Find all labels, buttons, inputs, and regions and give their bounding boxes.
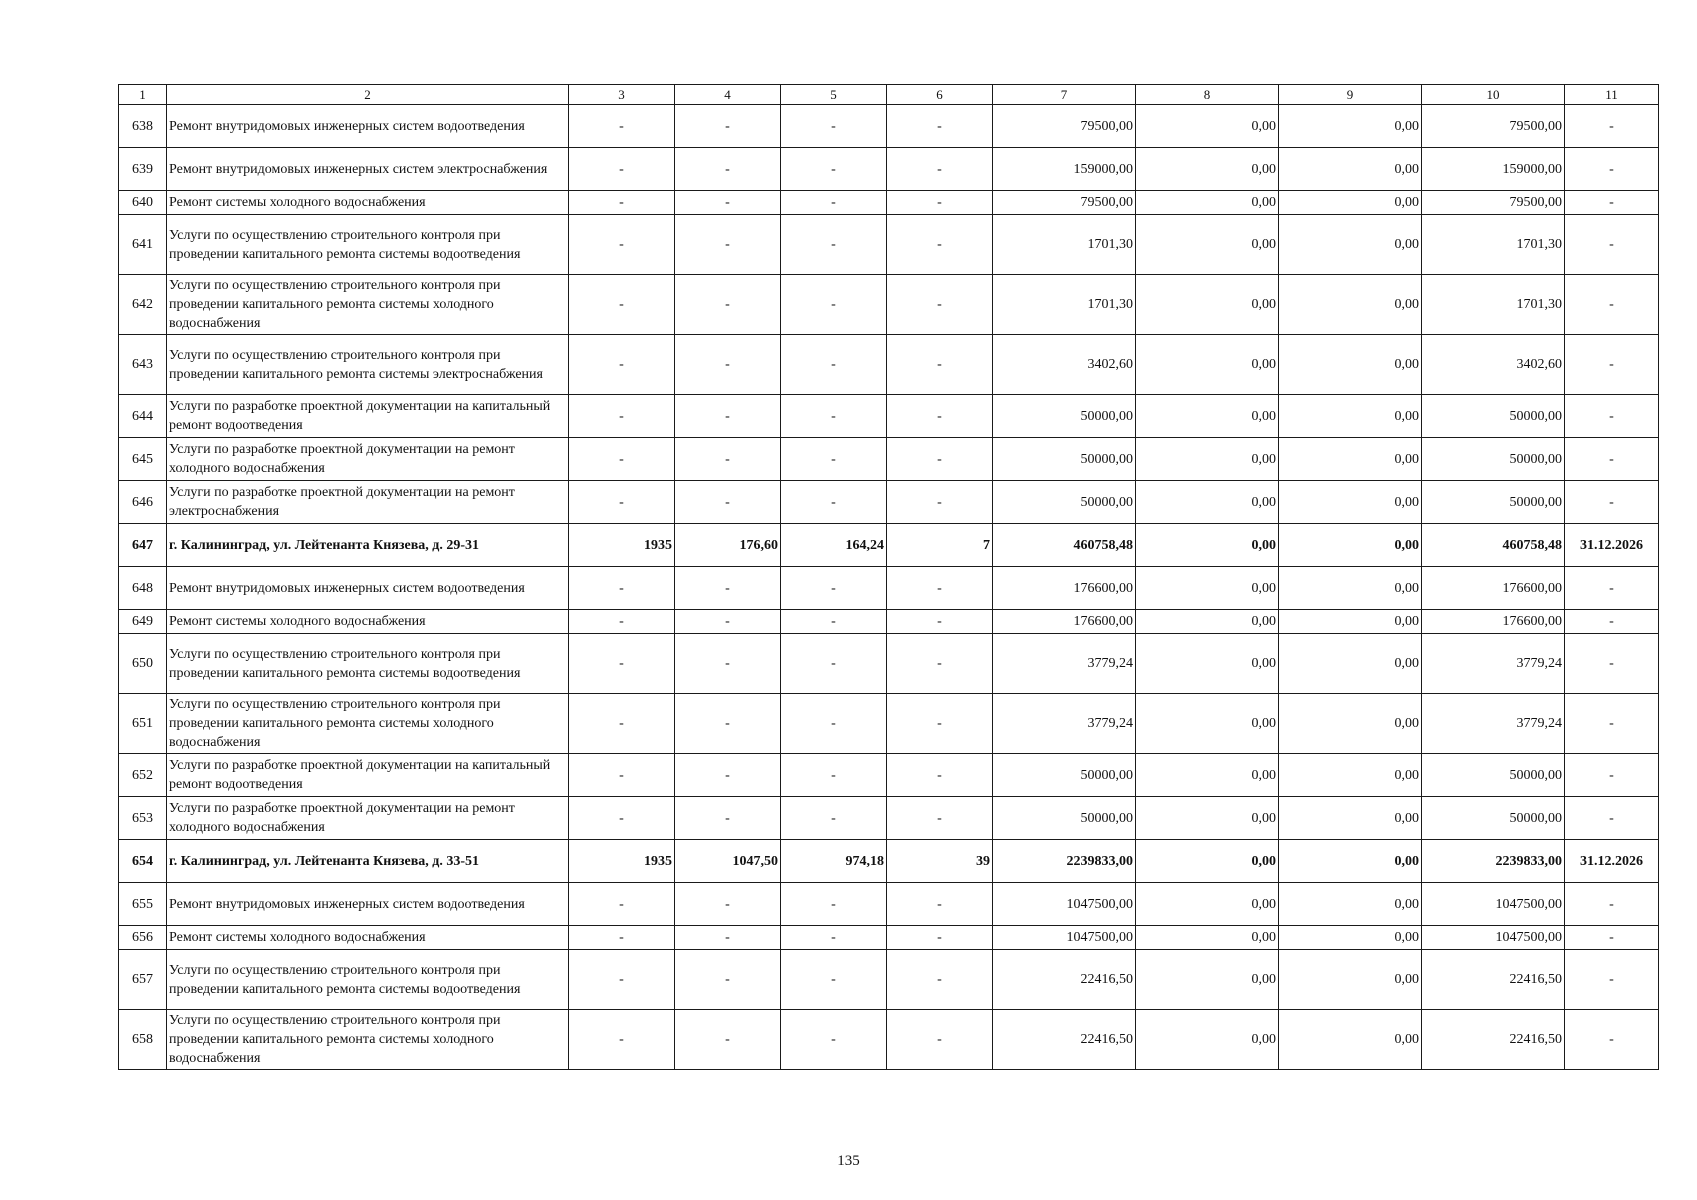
table-row [119,950,1659,1010]
column-header: 9 [1279,85,1422,105]
residents-cell: 7 [887,524,993,567]
work-name-cell: Услуги по осуществлению строительного контроля при проведении капитального ремонта системы холодного водоснабжения [167,275,569,335]
area-total-cell: - [675,567,781,610]
residents-cell: - [887,926,993,950]
area-living-cell: - [781,1010,887,1070]
work-name-cell: Услуги по осуществлению строительного контроля при проведении капитального ремонта системы водоотведения [167,950,569,1010]
residents-cell: 39 [887,840,993,883]
table-row [119,840,1659,883]
cost-col8-cell: 0,00 [1136,883,1279,926]
year-cell: - [569,610,675,634]
year-cell: - [569,1010,675,1070]
deadline-cell: - [1565,694,1659,754]
cost-col9-cell: 0,00 [1279,926,1422,950]
cost-col8-cell: 0,00 [1136,610,1279,634]
table-row [119,883,1659,926]
year-cell: - [569,148,675,191]
cost-total-cell: 22416,50 [993,1010,1136,1070]
cost-col9-cell: 0,00 [1279,754,1422,797]
cost-total-cell: 2239833,00 [993,840,1136,883]
cost-col10-cell: 3402,60 [1422,335,1565,395]
column-header: 7 [993,85,1136,105]
cost-col8-cell: 0,00 [1136,840,1279,883]
work-name-cell: Услуги по разработке проектной документации на капитальный ремонт водоотведения [167,754,569,797]
cost-col9-cell: 0,00 [1279,567,1422,610]
deadline-cell: 31.12.2026 [1565,840,1659,883]
row-number-cell: 655 [119,883,167,926]
cost-col9-cell: 0,00 [1279,950,1422,1010]
residents-cell: - [887,950,993,1010]
cost-col8-cell: 0,00 [1136,524,1279,567]
cost-col10-cell: 50000,00 [1422,438,1565,481]
cost-col9-cell: 0,00 [1279,215,1422,275]
cost-col9-cell: 0,00 [1279,191,1422,215]
cost-col10-cell: 2239833,00 [1422,840,1565,883]
deadline-cell: - [1565,335,1659,395]
deadline-cell: 31.12.2026 [1565,524,1659,567]
cost-col8-cell: 0,00 [1136,797,1279,840]
row-number-cell: 650 [119,634,167,694]
area-total-cell: - [675,950,781,1010]
residents-cell: - [887,567,993,610]
work-name-cell: Ремонт системы холодного водоснабжения [167,926,569,950]
deadline-cell: - [1565,481,1659,524]
column-header: 4 [675,85,781,105]
year-cell: - [569,567,675,610]
area-living-cell: - [781,926,887,950]
column-header: 3 [569,85,675,105]
deadline-cell: - [1565,395,1659,438]
cost-col10-cell: 79500,00 [1422,105,1565,148]
table-row [119,694,1659,754]
cost-col8-cell: 0,00 [1136,335,1279,395]
column-header: 5 [781,85,887,105]
area-total-cell: - [675,395,781,438]
area-living-cell: - [781,883,887,926]
cost-total-cell: 460758,48 [993,524,1136,567]
column-header: 1 [119,85,167,105]
area-living-cell: - [781,191,887,215]
area-total-cell: - [675,926,781,950]
area-total-cell: - [675,335,781,395]
residents-cell: - [887,1010,993,1070]
data-table [118,84,1659,1070]
work-name-cell: Ремонт системы холодного водоснабжения [167,191,569,215]
cost-total-cell: 50000,00 [993,481,1136,524]
year-cell: - [569,797,675,840]
cost-col8-cell: 0,00 [1136,926,1279,950]
table-row [119,610,1659,634]
work-name-cell: Услуги по осуществлению строительного контроля при проведении капитального ремонта системы холодного водоснабжения [167,694,569,754]
year-cell: - [569,926,675,950]
cost-col9-cell: 0,00 [1279,610,1422,634]
table-row [119,634,1659,694]
row-number-cell: 658 [119,1010,167,1070]
residents-cell: - [887,148,993,191]
row-number-cell: 642 [119,275,167,335]
cost-col10-cell: 1701,30 [1422,275,1565,335]
work-name-cell: Ремонт системы холодного водоснабжения [167,610,569,634]
residents-cell: - [887,481,993,524]
page-number: 135 [837,1153,860,1169]
cost-col9-cell: 0,00 [1279,634,1422,694]
deadline-cell: - [1565,191,1659,215]
table-row [119,754,1659,797]
row-number-cell: 648 [119,567,167,610]
work-name-cell: Ремонт внутридомовых инженерных систем электроснабжения [167,148,569,191]
deadline-cell: - [1565,105,1659,148]
area-total-cell: - [675,610,781,634]
table-row [119,926,1659,950]
cost-total-cell: 159000,00 [993,148,1136,191]
cost-total-cell: 50000,00 [993,438,1136,481]
year-cell: - [569,754,675,797]
area-total-cell: - [675,797,781,840]
table-row [119,148,1659,191]
cost-total-cell: 1701,30 [993,215,1136,275]
row-number-cell: 639 [119,148,167,191]
area-living-cell: - [781,335,887,395]
row-number-cell: 638 [119,105,167,148]
cost-col9-cell: 0,00 [1279,148,1422,191]
residents-cell: - [887,191,993,215]
year-cell: - [569,105,675,148]
deadline-cell: - [1565,797,1659,840]
cost-total-cell: 1047500,00 [993,883,1136,926]
cost-col10-cell: 3779,24 [1422,634,1565,694]
year-cell: - [569,883,675,926]
table-row [119,1010,1659,1070]
area-total-cell: - [675,191,781,215]
row-number-cell: 640 [119,191,167,215]
cost-col8-cell: 0,00 [1136,694,1279,754]
table-row [119,438,1659,481]
cost-col8-cell: 0,00 [1136,395,1279,438]
work-name-cell: Услуги по разработке проектной документации на капитальный ремонт водоотведения [167,395,569,438]
work-name-cell: Услуги по осуществлению строительного контроля при проведении капитального ремонта системы холодного водоснабжения [167,1010,569,1070]
deadline-cell: - [1565,950,1659,1010]
row-number-cell: 643 [119,335,167,395]
residents-cell: - [887,395,993,438]
year-cell: - [569,481,675,524]
row-number-cell: 656 [119,926,167,950]
year-cell: - [569,275,675,335]
deadline-cell: - [1565,610,1659,634]
area-total-cell: - [675,438,781,481]
cost-col10-cell: 79500,00 [1422,191,1565,215]
table-row [119,481,1659,524]
cost-col10-cell: 1701,30 [1422,215,1565,275]
work-name-cell: Услуги по разработке проектной документации на ремонт холодного водоснабжения [167,797,569,840]
area-living-cell: - [781,481,887,524]
cost-col8-cell: 0,00 [1136,148,1279,191]
cost-col8-cell: 0,00 [1136,105,1279,148]
work-name-cell: г. Калининград, ул. Лейтенанта Князева, д. 33-51 [167,840,569,883]
row-number-cell: 653 [119,797,167,840]
cost-col8-cell: 0,00 [1136,634,1279,694]
table-row [119,105,1659,148]
cost-col8-cell: 0,00 [1136,1010,1279,1070]
residents-cell: - [887,797,993,840]
column-header: 2 [167,85,569,105]
area-total-cell: - [675,148,781,191]
cost-col9-cell: 0,00 [1279,481,1422,524]
cost-col10-cell: 50000,00 [1422,395,1565,438]
work-name-cell: Услуги по осуществлению строительного контроля при проведении капитального ремонта системы водоотведения [167,634,569,694]
area-total-cell: - [675,1010,781,1070]
cost-total-cell: 50000,00 [993,754,1136,797]
row-number-cell: 649 [119,610,167,634]
cost-col9-cell: 0,00 [1279,694,1422,754]
area-total-cell: - [675,694,781,754]
cost-total-cell: 79500,00 [993,191,1136,215]
residents-cell: - [887,883,993,926]
cost-col10-cell: 176600,00 [1422,567,1565,610]
area-living-cell: - [781,950,887,1010]
work-name-cell: Услуги по разработке проектной документации на ремонт холодного водоснабжения [167,438,569,481]
deadline-cell: - [1565,634,1659,694]
area-living-cell: - [781,634,887,694]
cost-col10-cell: 176600,00 [1422,610,1565,634]
cost-total-cell: 50000,00 [993,395,1136,438]
year-cell: - [569,694,675,754]
deadline-cell: - [1565,438,1659,481]
residents-cell: - [887,610,993,634]
residents-cell: - [887,335,993,395]
deadline-cell: - [1565,754,1659,797]
row-number-cell: 645 [119,438,167,481]
cost-col9-cell: 0,00 [1279,438,1422,481]
year-cell: - [569,950,675,1010]
column-header: 10 [1422,85,1565,105]
residents-cell: - [887,754,993,797]
deadline-cell: - [1565,567,1659,610]
area-living-cell: - [781,694,887,754]
cost-total-cell: 3779,24 [993,634,1136,694]
cost-col9-cell: 0,00 [1279,524,1422,567]
cost-total-cell: 176600,00 [993,567,1136,610]
area-total-cell: 176,60 [675,524,781,567]
cost-col8-cell: 0,00 [1136,567,1279,610]
cost-total-cell: 79500,00 [993,105,1136,148]
cost-col9-cell: 0,00 [1279,335,1422,395]
cost-col10-cell: 22416,50 [1422,950,1565,1010]
work-name-cell: Услуги по осуществлению строительного контроля при проведении капитального ремонта системы электроснабжения [167,335,569,395]
area-living-cell: - [781,438,887,481]
table-row [119,797,1659,840]
row-number-cell: 646 [119,481,167,524]
area-living-cell: - [781,567,887,610]
cost-col8-cell: 0,00 [1136,191,1279,215]
cost-total-cell: 50000,00 [993,797,1136,840]
cost-col9-cell: 0,00 [1279,1010,1422,1070]
table-row [119,215,1659,275]
area-living-cell: - [781,105,887,148]
work-name-cell: г. Калининград, ул. Лейтенанта Князева, д. 29-31 [167,524,569,567]
cost-total-cell: 3779,24 [993,694,1136,754]
cost-col8-cell: 0,00 [1136,275,1279,335]
area-total-cell: - [675,105,781,148]
area-total-cell: - [675,215,781,275]
cost-col10-cell: 1047500,00 [1422,883,1565,926]
year-cell: - [569,215,675,275]
cost-col9-cell: 0,00 [1279,275,1422,335]
year-cell: 1935 [569,524,675,567]
row-number-cell: 657 [119,950,167,1010]
year-cell: - [569,191,675,215]
area-total-cell: - [675,634,781,694]
work-name-cell: Услуги по осуществлению строительного контроля при проведении капитального ремонта системы водоотведения [167,215,569,275]
area-living-cell: - [781,797,887,840]
row-number-cell: 654 [119,840,167,883]
area-living-cell: 974,18 [781,840,887,883]
area-living-cell: - [781,215,887,275]
column-number-row [119,85,1659,105]
residents-cell: - [887,105,993,148]
cost-col8-cell: 0,00 [1136,950,1279,1010]
area-total-cell: - [675,883,781,926]
cost-total-cell: 176600,00 [993,610,1136,634]
deadline-cell: - [1565,926,1659,950]
cost-col10-cell: 50000,00 [1422,797,1565,840]
cost-col8-cell: 0,00 [1136,754,1279,797]
cost-col10-cell: 50000,00 [1422,481,1565,524]
cost-total-cell: 3402,60 [993,335,1136,395]
year-cell: - [569,438,675,481]
cost-col10-cell: 159000,00 [1422,148,1565,191]
area-total-cell: - [675,481,781,524]
deadline-cell: - [1565,148,1659,191]
cost-col10-cell: 460758,48 [1422,524,1565,567]
area-living-cell: - [781,275,887,335]
column-header: 6 [887,85,993,105]
table-row [119,567,1659,610]
row-number-cell: 641 [119,215,167,275]
cost-total-cell: 1047500,00 [993,926,1136,950]
area-total-cell: 1047,50 [675,840,781,883]
area-living-cell: - [781,754,887,797]
year-cell: - [569,395,675,438]
cost-col8-cell: 0,00 [1136,481,1279,524]
cost-total-cell: 1701,30 [993,275,1136,335]
cost-col8-cell: 0,00 [1136,215,1279,275]
cost-col10-cell: 50000,00 [1422,754,1565,797]
cost-col9-cell: 0,00 [1279,395,1422,438]
deadline-cell: - [1565,883,1659,926]
residents-cell: - [887,634,993,694]
year-cell: - [569,335,675,395]
cost-col9-cell: 0,00 [1279,883,1422,926]
table-row [119,191,1659,215]
work-name-cell: Ремонт внутридомовых инженерных систем водоотведения [167,883,569,926]
column-header: 11 [1565,85,1659,105]
cost-col10-cell: 3779,24 [1422,694,1565,754]
deadline-cell: - [1565,215,1659,275]
area-total-cell: - [675,275,781,335]
cost-col8-cell: 0,00 [1136,438,1279,481]
residents-cell: - [887,275,993,335]
residents-cell: - [887,694,993,754]
table-row [119,275,1659,335]
row-number-cell: 647 [119,524,167,567]
deadline-cell: - [1565,275,1659,335]
area-living-cell: - [781,610,887,634]
work-name-cell: Ремонт внутридомовых инженерных систем водоотведения [167,105,569,148]
deadline-cell: - [1565,1010,1659,1070]
cost-col9-cell: 0,00 [1279,797,1422,840]
cost-col10-cell: 22416,50 [1422,1010,1565,1070]
cost-col10-cell: 1047500,00 [1422,926,1565,950]
residents-cell: - [887,215,993,275]
cost-col9-cell: 0,00 [1279,840,1422,883]
area-total-cell: - [675,754,781,797]
table-row [119,335,1659,395]
area-living-cell: 164,24 [781,524,887,567]
column-header: 8 [1136,85,1279,105]
area-living-cell: - [781,395,887,438]
row-number-cell: 652 [119,754,167,797]
cost-total-cell: 22416,50 [993,950,1136,1010]
year-cell: 1935 [569,840,675,883]
row-number-cell: 644 [119,395,167,438]
cost-col9-cell: 0,00 [1279,105,1422,148]
area-living-cell: - [781,148,887,191]
residents-cell: - [887,438,993,481]
work-name-cell: Ремонт внутридомовых инженерных систем водоотведения [167,567,569,610]
row-number-cell: 651 [119,694,167,754]
table-row [119,395,1659,438]
work-name-cell: Услуги по разработке проектной документации на ремонт электроснабжения [167,481,569,524]
year-cell: - [569,634,675,694]
table-row [119,524,1659,567]
